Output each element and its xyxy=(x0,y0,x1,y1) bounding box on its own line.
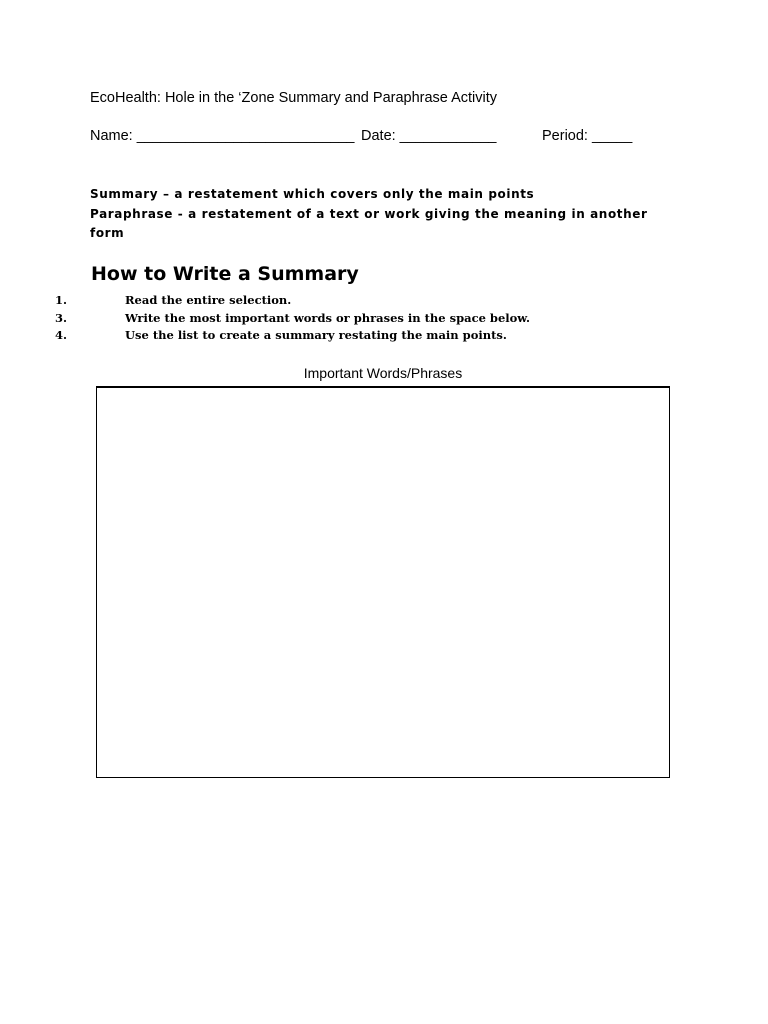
list-item xyxy=(0,327,700,345)
period-field[interactable]: Period: _____ xyxy=(542,128,633,144)
how-to-heading: How to Write a Summary xyxy=(91,263,359,285)
step-number: 1. xyxy=(55,293,68,307)
important-words-label: Important Words/Phrases xyxy=(303,365,463,381)
summary-definition: Summary – a restatement which covers only the main points xyxy=(90,187,535,201)
date-field[interactable]: Date: ____________ xyxy=(361,128,497,144)
worksheet-title: EcoHealth: Hole in the ‘Zone Summary and Paraphrase Activity xyxy=(90,90,498,106)
step-text: Write the most important words or phrases in the space below. xyxy=(125,310,531,325)
step-number: 4. xyxy=(55,328,68,342)
definitions-block xyxy=(90,185,670,244)
step-text: Read the entire selection. xyxy=(125,293,292,307)
name-field[interactable]: Name: ___________________________ xyxy=(90,128,355,144)
step-text: Use the list to create a summary restating the main points. xyxy=(125,328,507,342)
list-item xyxy=(0,292,700,310)
important-words-box[interactable] xyxy=(96,386,670,778)
paraphrase-definition: Paraphrase - a restatement of a text or work giving the meaning in another form xyxy=(90,206,648,240)
steps-list xyxy=(0,292,700,345)
list-item xyxy=(0,310,700,328)
step-number: 3. xyxy=(55,310,68,325)
